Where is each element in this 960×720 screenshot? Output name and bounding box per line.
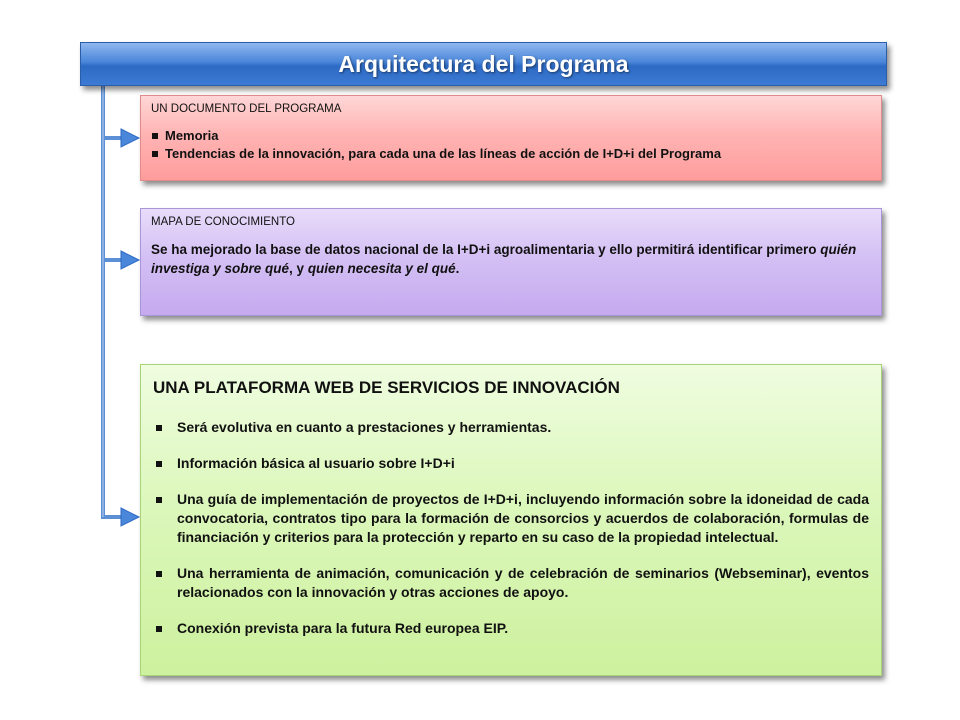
list-item: Una herramienta de animación, comunicación y de celebración de seminarios (Webseminar), eventos relacionados con la innovación y otras acciones de apoyo. [153, 564, 869, 602]
list-item: Será evolutiva en cuanto a prestaciones y herramientas. [153, 418, 869, 437]
mapa-text-emphasis: quien necesita y el qué [307, 261, 456, 276]
documento-list [151, 127, 871, 163]
list-item: Memoria [151, 127, 871, 145]
mapa-text [151, 240, 871, 278]
list-item: Conexión prevista para la futura Red europea EIP. [153, 619, 869, 638]
arrow-icon [121, 251, 139, 269]
list-item: Una guía de implementación de proyectos de I+D+i, incluyendo información sobre la idoneidad de cada convocatoria, contratos tipo para la formación de consorcios y acuerdos de colaboración, formulas de financiación y criterios para la protección y reparto en su caso de la propiedad intelectual. [153, 490, 869, 547]
page-title: Arquitectura del Programa [338, 50, 629, 77]
arrow-icon [121, 129, 139, 147]
mapa-text-emphasis: quién investiga y sobre qué [151, 242, 857, 276]
arrow-icon [121, 508, 139, 526]
mapa-heading: MAPA DE CONOCIMIENTO [151, 216, 295, 228]
documento-box [140, 95, 882, 181]
plataforma-heading: UNA PLATAFORMA WEB DE SERVICIOS DE INNOVACIÓN [153, 378, 620, 397]
list-item: Tendencias de la innovación, para cada una de las líneas de acción de I+D+i del Programa [151, 145, 871, 163]
mapa-text-part: . [455, 261, 460, 276]
mapa-text-part: , y [289, 261, 308, 276]
documento-heading: UN DOCUMENTO DEL PROGRAMA [151, 103, 342, 115]
list-item: Información básica al usuario sobre I+D+i [153, 454, 869, 473]
plataforma-list [153, 418, 869, 638]
title-banner [80, 42, 887, 86]
mapa-text-part: Se ha mejorado la base de datos nacional de la I+D+i agroalimentaria y ello permitirá identificar primero [151, 242, 821, 257]
plataforma-box [140, 364, 882, 676]
mapa-box [140, 208, 882, 316]
